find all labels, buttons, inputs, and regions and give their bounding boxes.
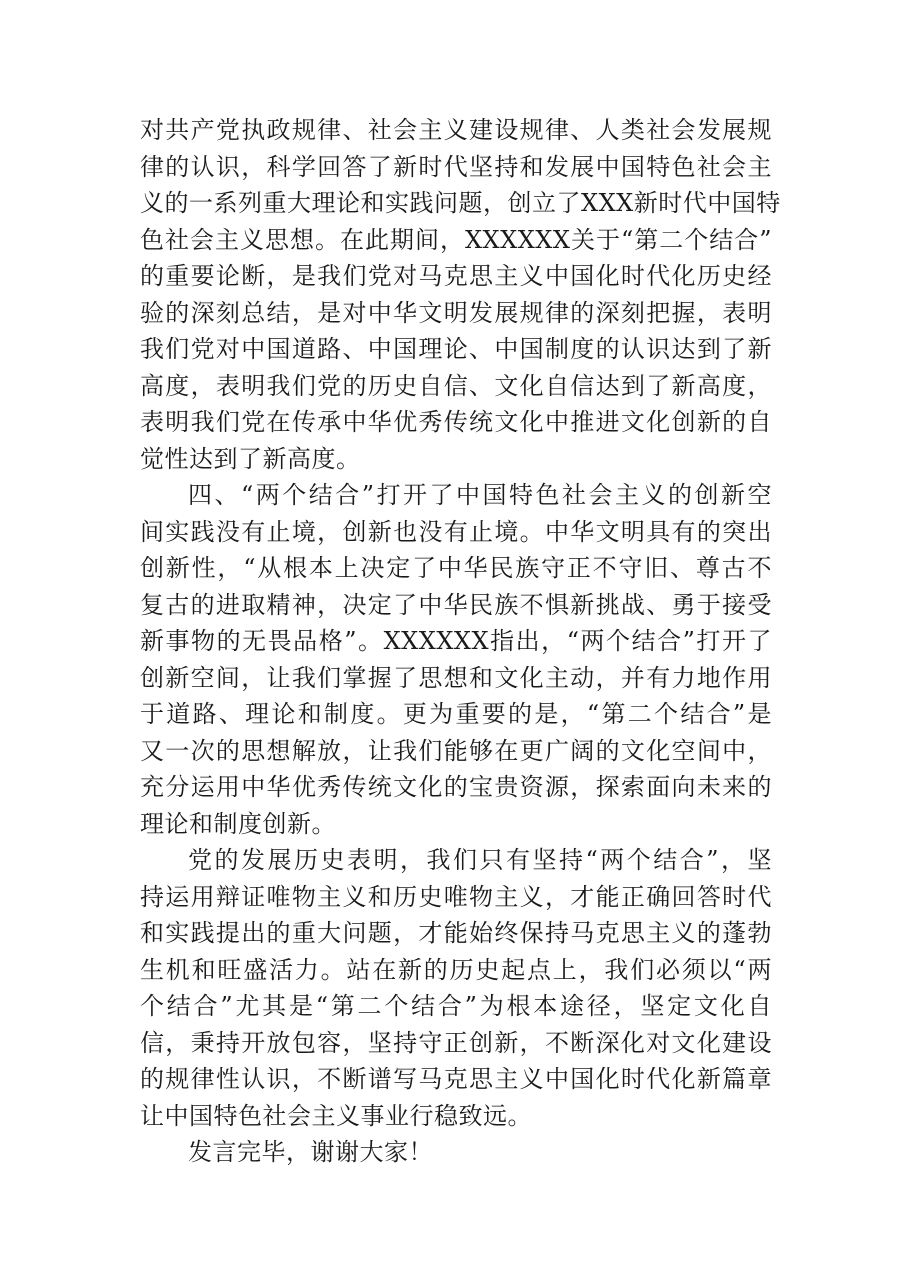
text-line: 复古的进取精神，决定了中华民族不惧新挑战、勇于接受 <box>140 590 772 619</box>
text-line: 表明我们党在传承中华优秀传统文化中推进文化创新的自 <box>140 408 772 436</box>
text-line: 充分运用中华优秀传统文化的宝贵资源，探索面向未来的 <box>140 773 772 801</box>
closing-line: 发言完毕，谢谢大家！ <box>188 1138 433 1166</box>
text-line: 的重要论断，是我们党对马克思主义中国化时代化历史经 <box>140 262 772 290</box>
text-line: 个结合”尤其是“第二个结合”为根本途径，坚定文化自 <box>140 992 772 1020</box>
text-line: 于道路、理论和制度。更为重要的是，“第二个结合”是 <box>140 700 772 728</box>
text-line: 创新空间，让我们掌握了思想和文化主动，并有力地作用 <box>140 663 772 692</box>
text-line: 信，秉持开放包容，坚持守正创新，不断深化对文化建设 <box>140 1028 772 1057</box>
text-line: 又一次的思想解放，让我们能够在更广阔的文化空间中， <box>140 736 772 765</box>
text-line: 高度，表明我们党的历史自信、文化自信达到了新高度， <box>140 371 772 400</box>
paragraph-start-line: 党的发展历史表明，我们只有坚持“两个结合”，坚 <box>188 846 772 874</box>
text-line: 生机和旺盛活力。站在新的历史起点上，我们必须以“两 <box>140 955 772 984</box>
paragraph-start-line: 四、“两个结合”打开了中国特色社会主义的创新空 <box>188 481 772 509</box>
text-line: 让中国特色社会主义事业行稳致远。 <box>140 1101 532 1130</box>
text-line: 色社会主义思想。在此期间，XXXXXX关于“第二个结合” <box>140 225 772 254</box>
text-line: 对共产党执政规律、社会主义建设规律、人类社会发展规 <box>140 116 772 144</box>
text-line: 和实践提出的重大问题，才能始终保持马克思主义的蓬勃 <box>140 919 772 947</box>
text-line: 验的深刻总结，是对中华文明发展规律的深刻把握，表明 <box>140 298 772 327</box>
text-line: 持运用辩证唯物主义和历史唯物主义，才能正确回答时代 <box>140 882 772 911</box>
document-body <box>140 112 781 1171</box>
text-line: 我们党对中国道路、中国理论、中国制度的认识达到了新 <box>140 335 772 363</box>
text-line: 的规律性认识，不断谱写马克思主义中国化时代化新篇章 <box>140 1065 772 1093</box>
text-line: 创新性，“从根本上决定了中华民族守正不守旧、尊古不 <box>140 554 772 582</box>
text-line: 律的认识，科学回答了新时代坚持和发展中国特色社会主 <box>140 152 772 181</box>
text-line: 理论和制度创新。 <box>140 809 336 838</box>
text-line: 义的一系列重大理论和实践问题，创立了XXX新时代中国特 <box>140 189 781 217</box>
text-line: 间实践没有止境，创新也没有止境。中华文明具有的突出 <box>140 517 772 546</box>
text-line: 觉性达到了新高度。 <box>140 444 361 473</box>
text-line: 新事物的无畏品格”。XXXXXX指出，“两个结合”打开了 <box>140 627 772 655</box>
